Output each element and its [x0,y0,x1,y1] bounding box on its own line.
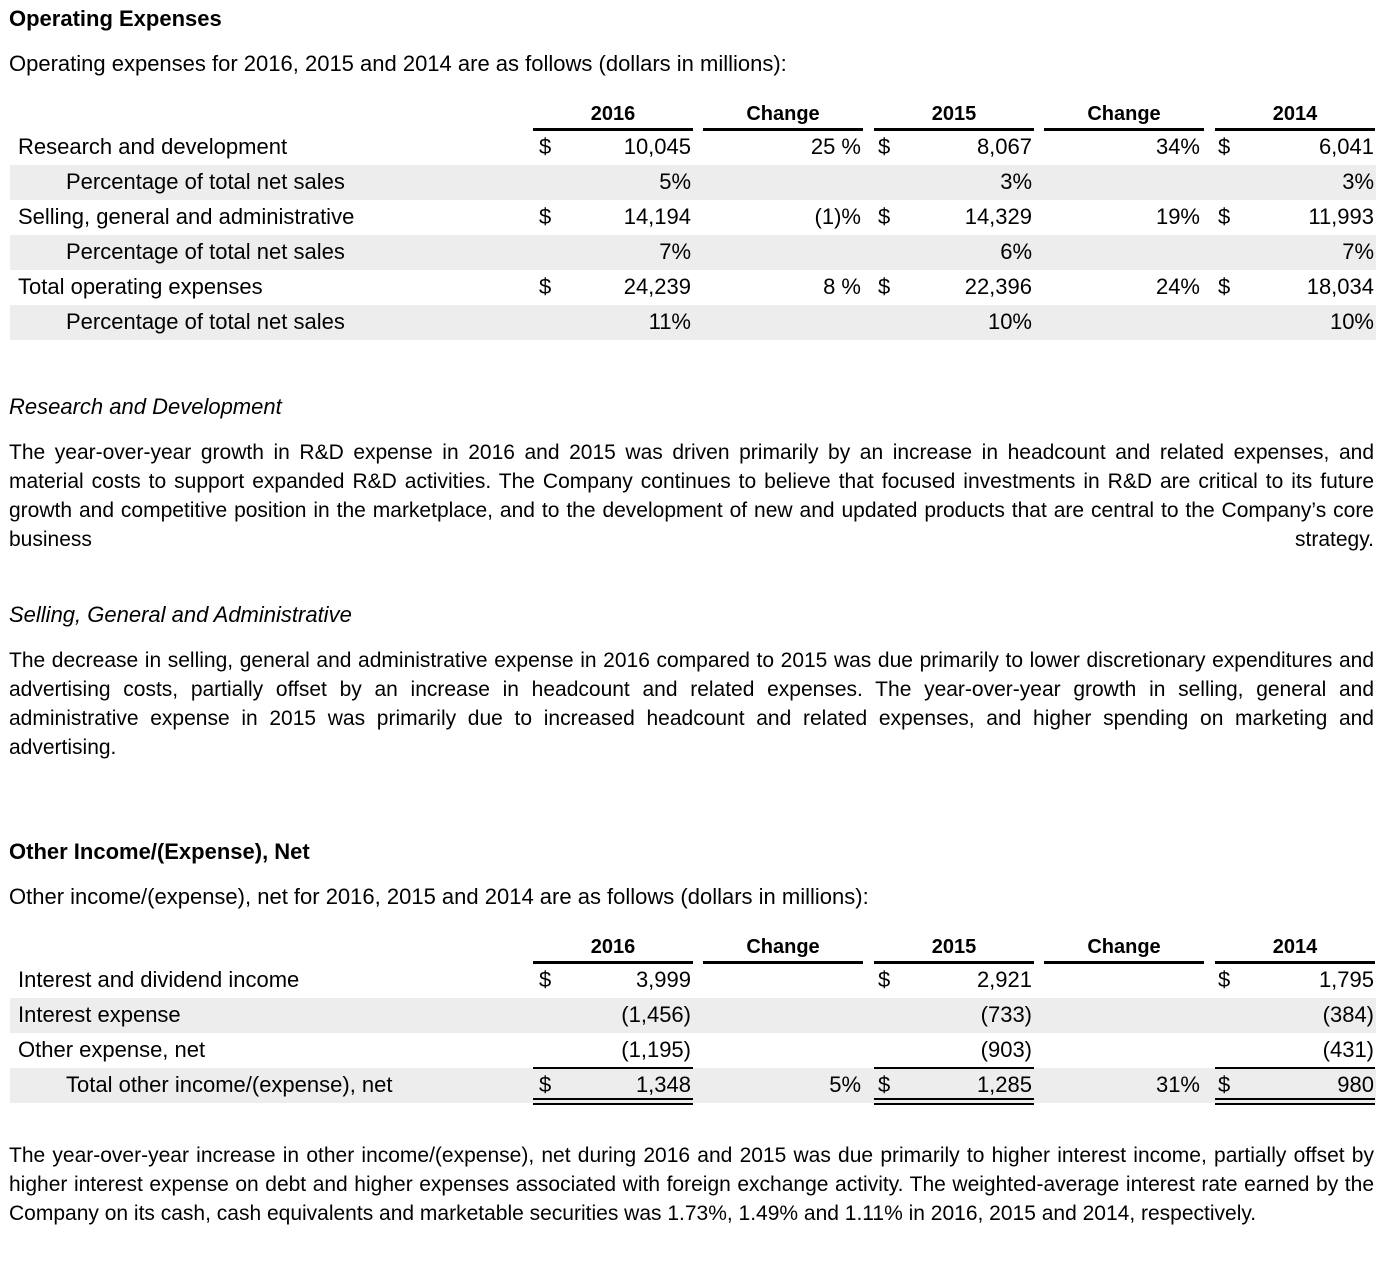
dollar-sign: $ [878,274,891,299]
change-2015: 34% [1155,134,1200,159]
value-2016: 24,239 [623,274,691,299]
sga-subheading: Selling, General and Administrative [9,602,352,627]
value-2015: (903) [980,1037,1032,1062]
table-row [10,1033,1376,1068]
value-2016: 11% [648,309,691,334]
opex-intro: Operating expenses for 2016, 2015 and 2014 are as follows (dollars in millions): [9,51,787,76]
value-2014: 10% [1329,309,1374,334]
value-2016: 14,194 [623,204,691,229]
change-2016: (1)% [814,204,861,229]
dollar-sign: $ [539,134,552,159]
dollar-sign: $ [878,134,891,159]
total-double-rule [533,1103,693,1105]
other-intro: Other income/(expense), net for 2016, 2015 and 2014 are as follows (dollars in millions): [9,884,869,909]
value-2015: 8,067 [976,134,1032,159]
dollar-sign: $ [539,204,552,229]
dollar-sign: $ [878,204,891,229]
value-2015: (733) [980,1002,1032,1027]
dollar-sign: $ [1218,967,1231,992]
value-2014: 7% [1342,239,1374,264]
dollar-sign: $ [1218,1072,1231,1097]
col-header-2014: 2014 [1272,103,1318,125]
value-2014: 11,993 [1308,204,1374,229]
value-2014: 980 [1337,1072,1374,1097]
dollar-sign: $ [539,967,552,992]
change-2016: 8 % [823,274,861,299]
row-label: Percentage of total net sales [66,239,345,264]
subtotal-rule [874,1067,1034,1069]
total-double-rule [874,1098,1034,1100]
value-2014: 18,034 [1306,274,1374,299]
value-2016: 1,348 [635,1072,691,1097]
table-row [10,165,1376,200]
table-row [10,235,1376,270]
change-2015: 19% [1155,204,1200,229]
row-label: Other expense, net [18,1037,206,1062]
row-label: Selling, general and administrative [18,204,355,229]
row-label: Percentage of total net sales [66,169,345,194]
value-2016: (1,195) [621,1037,691,1062]
table-row [10,305,1376,340]
change-2015: 31% [1155,1072,1200,1097]
table-row [10,963,1376,998]
opex-heading: Operating Expenses [9,6,222,31]
sga-paragraph: The decrease in selling, general and administrative expense in 2016 compared to 2015 was due primarily to lower discretionary expenditures and advertising costs, partially offset by an increase in headcount and related expenses. The year-over-year growth in selling, general and administrative expense in 2015 was primarily due to increased headcount and related expenses, and higher spending on marketing and advertising. [9,649,1374,759]
dollar-sign: $ [1218,134,1231,159]
value-2015: 22,396 [964,274,1032,299]
value-2014: (431) [1322,1037,1374,1062]
col-header-change-1: Change [746,936,820,958]
value-2014: 6,041 [1318,134,1374,159]
dollar-sign: $ [878,967,891,992]
total-double-rule [1215,1103,1375,1105]
other-table [0,933,1390,1108]
dollar-sign: $ [878,1072,891,1097]
change-2016: 25 % [810,134,861,159]
value-2015: 1,285 [976,1072,1032,1097]
value-2016: (1,456) [621,1002,691,1027]
change-2015: 24% [1155,274,1200,299]
change-2016: 5% [829,1072,861,1097]
opex-table [0,100,1390,345]
value-2016: 3,999 [635,967,691,992]
row-label: Interest expense [18,1002,181,1027]
value-2014: (384) [1322,1002,1374,1027]
value-2015: 2,921 [976,967,1032,992]
value-2015: 6% [1000,239,1032,264]
col-header-change-2: Change [1087,103,1161,125]
rnd-subheading: Research and Development [9,394,282,419]
col-header-change-2: Change [1087,936,1161,958]
table-row [10,130,1376,165]
rnd-paragraph: The year-over-year growth in R&D expense in 2016 and 2015 was driven primarily by an increase in headcount and related expenses, and material costs to support expanded R&D activities. The Company continues to believe that focused investments in R&D are critical to its future growth and competitive position in the marketplace, and to the development of new and updated products that are central to the Company’s core business strategy. [9,441,1374,551]
col-header-2015: 2015 [931,103,977,125]
value-2016: 7% [659,239,691,264]
dollar-sign: $ [1218,204,1231,229]
col-header-2016: 2016 [590,103,636,125]
col-header-2014: 2014 [1272,936,1318,958]
value-2016: 10,045 [623,134,691,159]
col-header-2016: 2016 [590,936,636,958]
total-double-rule [533,1098,693,1100]
subtotal-rule [533,1067,693,1069]
row-label: Total operating expenses [18,274,263,299]
dollar-sign: $ [1218,274,1231,299]
table-row [10,1068,1376,1103]
value-2014: 1,795 [1318,967,1374,992]
table-row [10,270,1376,305]
col-header-change-1: Change [746,103,820,125]
value-2016: 5% [659,169,691,194]
row-label: Research and development [18,134,288,159]
col-header-2015: 2015 [931,936,977,958]
value-2014: 3% [1342,169,1374,194]
table-row [10,998,1376,1033]
row-label: Percentage of total net sales [66,309,345,334]
row-label: Total other income/(expense), net [66,1072,393,1097]
value-2015: 3% [1000,169,1032,194]
row-label: Interest and dividend income [18,967,300,992]
dollar-sign: $ [539,1072,552,1097]
dollar-sign: $ [539,274,552,299]
value-2015: 10% [987,309,1032,334]
other-heading: Other Income/(Expense), Net [9,839,310,864]
total-double-rule [1215,1098,1375,1100]
other-paragraph: The year-over-year increase in other income/(expense), net during 2016 and 2015 was due primarily to higher interest income, partially offset by higher interest expense on debt and higher expenses associated with foreign exchange activity. The weighted-average interest rate earned by the Company on its cash, cash equivalents and marketable securities was 1.73%, 1.49% and 1.11% in 2016, 2015 and 2014, respectively. [9,1144,1374,1225]
value-2015: 14,329 [964,204,1032,229]
table-row [10,200,1376,235]
total-double-rule [874,1103,1034,1105]
subtotal-rule [1215,1067,1375,1069]
